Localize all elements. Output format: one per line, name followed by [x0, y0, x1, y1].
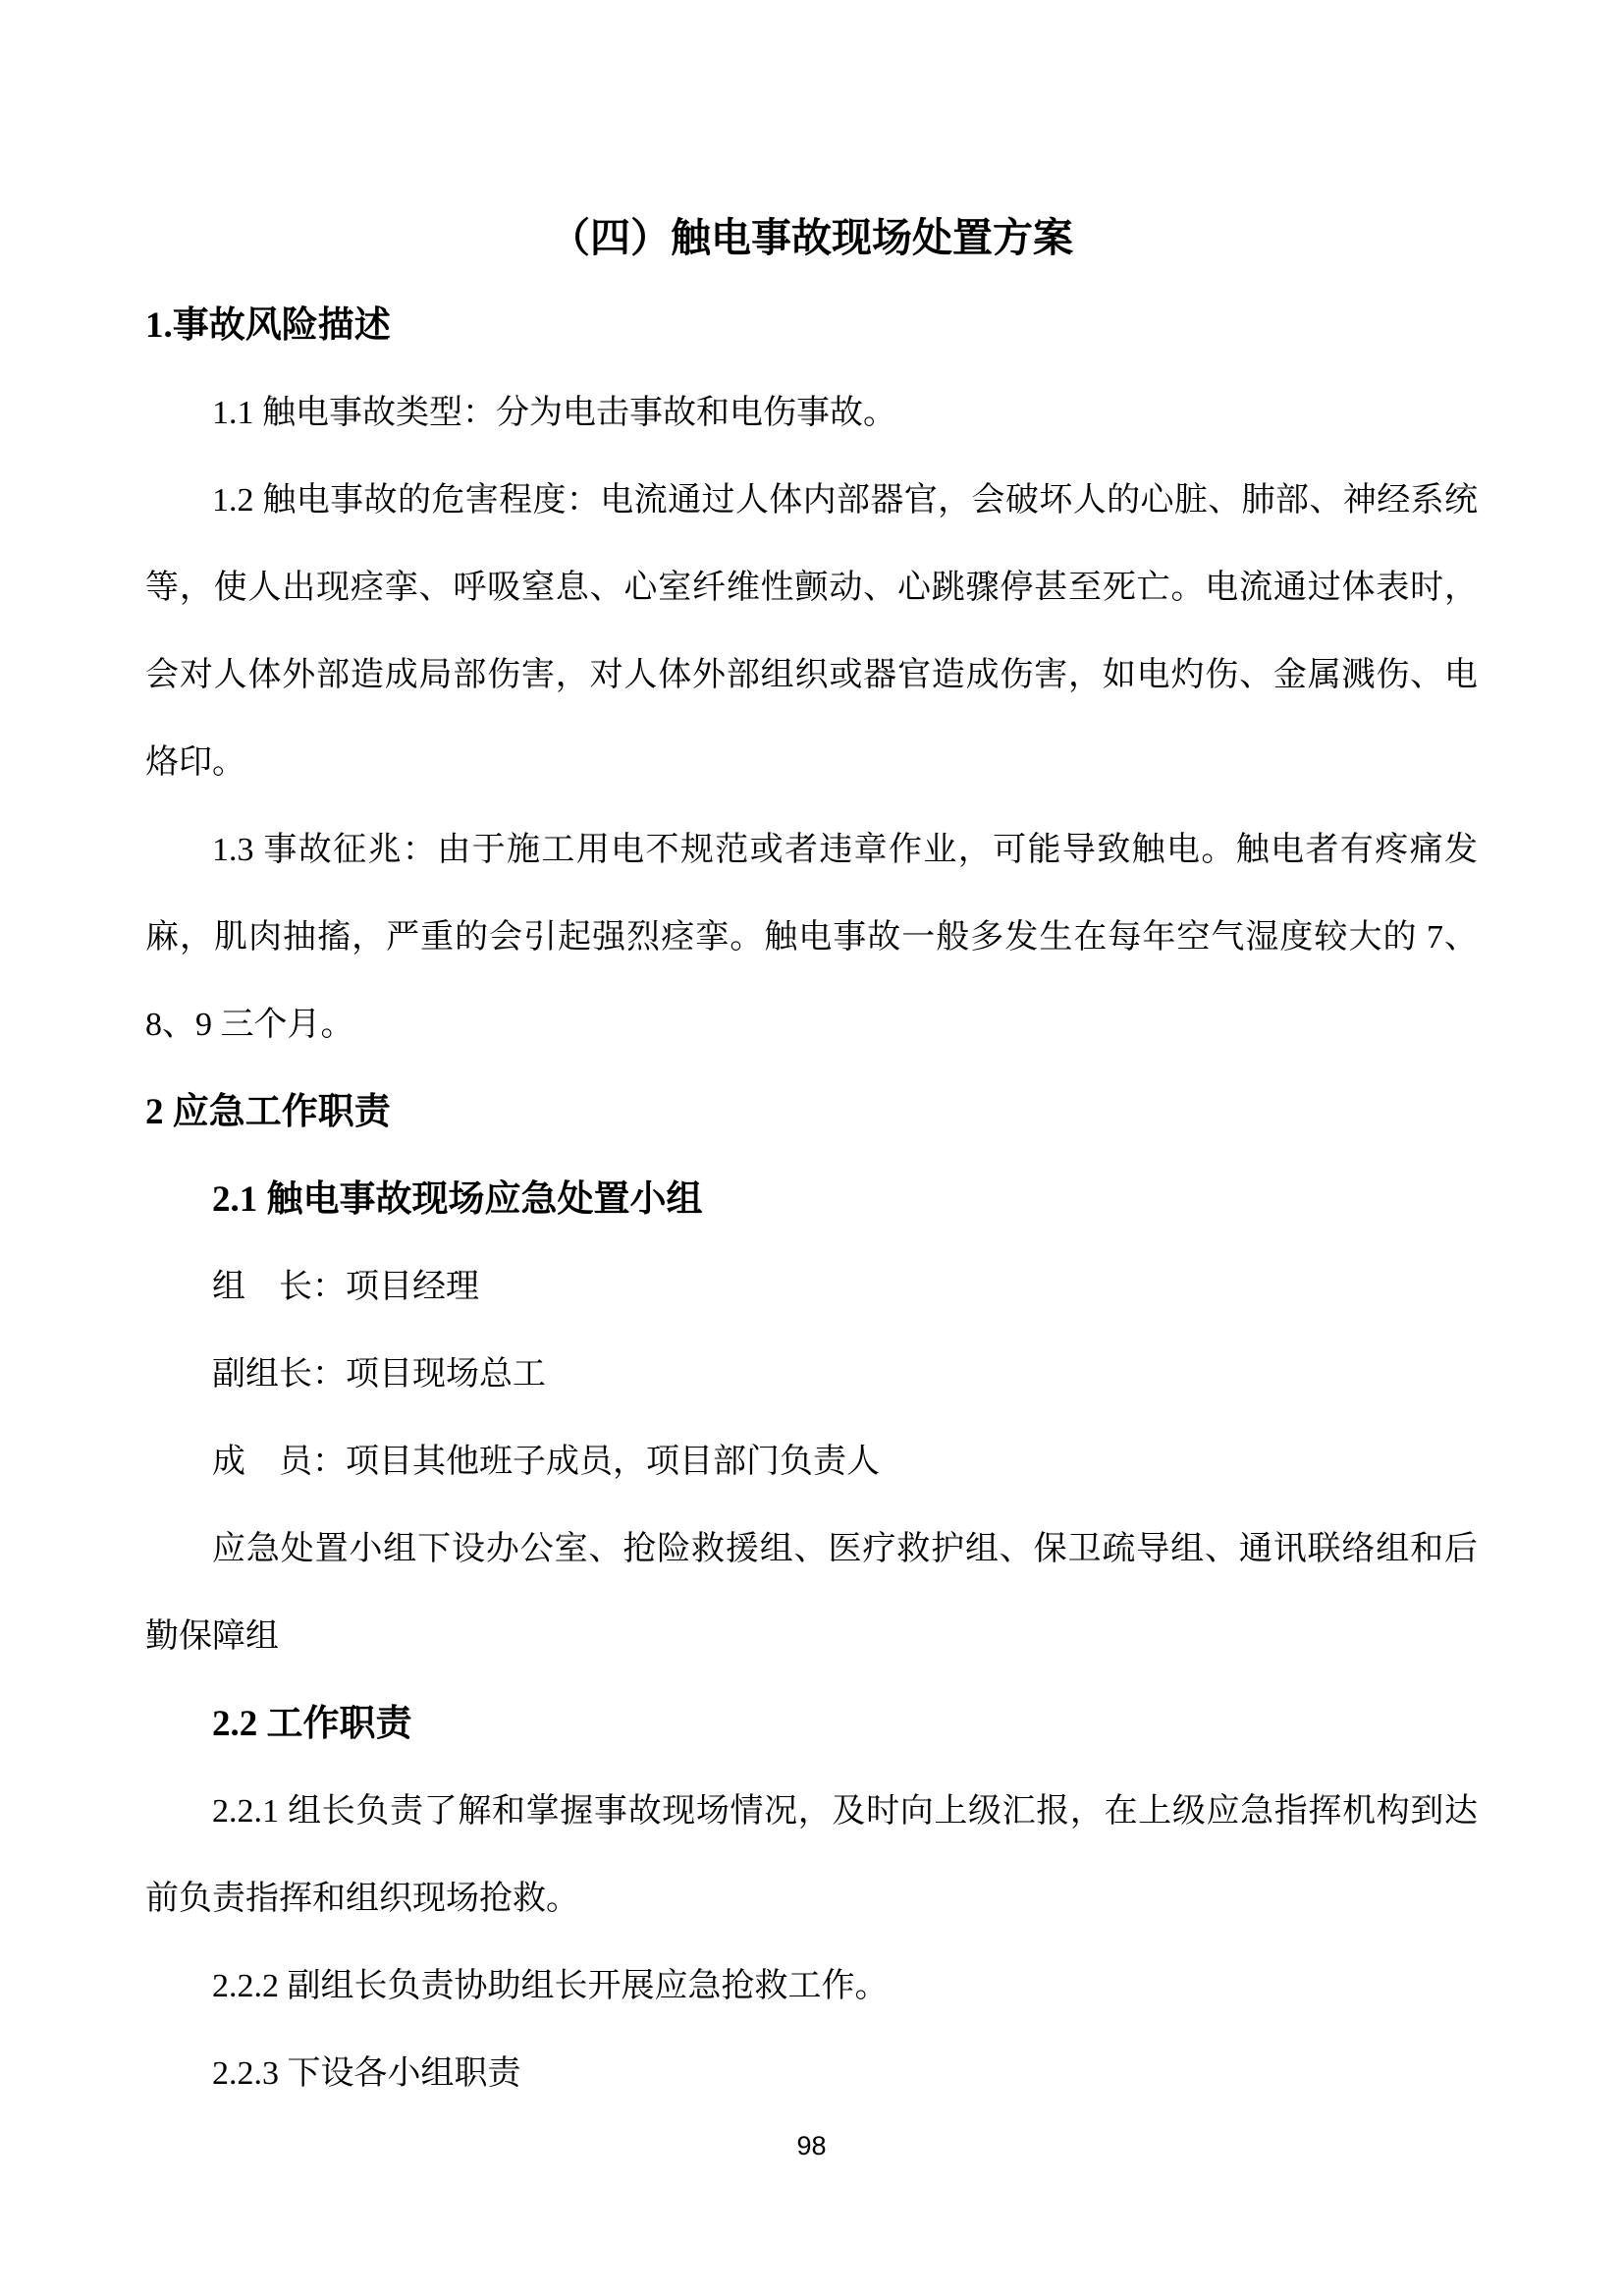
paragraph: 组 长：项目经理: [212, 1269, 479, 1305]
page-title: （四）触电事故现场处置方案: [550, 215, 1073, 260]
section-heading: 2 应急工作职责: [145, 1092, 391, 1132]
paragraph: 1.2 触电事故的危害程度：电流通过人体内部器官，会破坏人的心脏、肺部、神经系统等，使人出现痉挛、呼吸窒息、心室纤维性颤动、心跳骤停甚至死亡。电流通过体表时，会对人体外部造成局部伤害，对人体外部组织或器官造成伤害，如电灼伤、金属溅伤、电烙印。: [145, 482, 1478, 781]
section-heading: 2.2 工作职责: [212, 1704, 412, 1744]
document-body: [145, 282, 1478, 2117]
section-heading: 1.事故风险描述: [145, 305, 391, 346]
paragraph: 1.3 事故征兆：由于施工用电不规范或者违章作业，可能导致触电。触电者有疼痛发麻，肌肉抽搐，严重的会引起强烈痉挛。触电事故一般多发生在每年空气湿度较大的 7、8、9 三个月。: [145, 832, 1478, 1043]
section-heading: 2.1 触电事故现场应急处置小组: [212, 1179, 703, 1220]
paragraph: 2.2.2 副组长负责协助组长开展应急抢救工作。: [212, 1968, 889, 2004]
page-number: 98: [796, 2131, 827, 2160]
paragraph: 成 员：项目其他班子成员，项目部门负责人: [212, 1444, 880, 1480]
document-content: [145, 194, 1478, 2117]
paragraph: 应急处置小组下设办公室、抢险救援组、医疗救护组、保卫疏导组、通讯联络组和后勤保障组: [145, 1531, 1478, 1655]
paragraph: 2.2.1 组长负责了解和掌握事故现场情况，及时向上级汇报，在上级应急指挥机构到达前负责指挥和组织现场抢救。: [145, 1793, 1478, 1917]
paragraph: 1.1 触电事故类型：分为电击事故和电伤事故。: [212, 395, 896, 431]
paragraph: 副组长：项目现场总工: [212, 1356, 546, 1393]
paragraph: 2.2.3 下设各小组职责: [212, 2055, 521, 2092]
